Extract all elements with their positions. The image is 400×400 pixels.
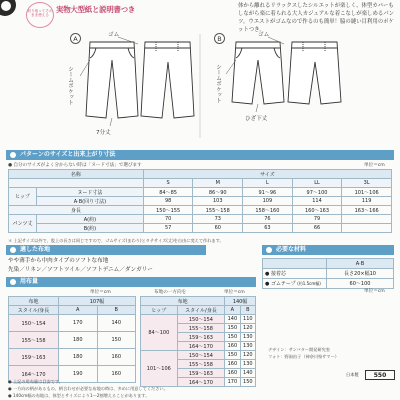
pants-a-front-icon — [86, 42, 138, 118]
pants-illustration-svg — [0, 30, 400, 150]
section-dot-icon — [266, 247, 272, 253]
size-m: M — [193, 179, 243, 188]
header-strip — [0, 0, 400, 32]
size-section-title: パターンのサイズと出来上がり寸法 — [20, 151, 116, 158]
table-cell: 158〜160 — [243, 206, 293, 215]
table-cell: 60 — [193, 224, 243, 233]
illustration-area — [0, 30, 400, 150]
req-right-col-b: B — [240, 306, 255, 315]
pants-b-front-icon — [232, 42, 284, 104]
table-cell: 70 — [143, 215, 193, 224]
a-elastic-label: ゴム — [108, 32, 120, 38]
materials-section-title: 必要な材料 — [276, 246, 307, 253]
size-note-top: ● 自分のサイズがよく分からない時は「ヌード寸法」で選びます — [8, 163, 142, 168]
table-cell: 110 — [240, 315, 255, 324]
table-cell: 109 — [243, 197, 293, 206]
size-unit: 単位＝cm — [364, 163, 385, 168]
table-cell: 101〜106 — [342, 188, 392, 197]
row-b: B(約) — [37, 224, 144, 233]
table-cell: 60〜100 — [327, 279, 394, 289]
req-right-col-a: A — [225, 306, 240, 315]
table-cell: 150 — [240, 378, 255, 387]
pants-a-back-icon — [141, 42, 194, 118]
row-hip: ヒップ — [9, 188, 37, 206]
table-cell: 159〜163 — [9, 349, 59, 366]
table-cell: 150〜154 — [177, 315, 225, 324]
materials-table — [262, 258, 394, 289]
table-cell: 150 — [225, 351, 240, 360]
row-a: A(約) — [37, 215, 144, 224]
tag-bubble: 切り取ってそのまま使える — [26, 2, 54, 28]
col-size: サイズ — [143, 170, 391, 179]
table-cell: 119 — [342, 197, 392, 206]
table-cell: 120 — [240, 324, 255, 333]
req-right-fabric: 布地 — [141, 297, 225, 306]
table-cell: 130 — [240, 342, 255, 351]
table-cell: 160 — [225, 342, 240, 351]
table-cell — [342, 224, 392, 233]
table-cell: 98 — [143, 197, 193, 206]
requirement-table-107: 布地 107幅 スタイル/身長 A B 150〜154 170 140 155〜158 180 150 159〜163 180 160 164〜170 190 160 — [8, 296, 136, 383]
table-cell: 103 — [193, 197, 243, 206]
table-cell: 150 — [225, 324, 240, 333]
table-cell: 170 — [59, 315, 98, 332]
size-l: L — [243, 179, 293, 188]
table-cell: 180 — [59, 349, 98, 366]
req-left-col-a: A — [59, 306, 98, 315]
req-unit-right: 単位＝cm — [224, 290, 245, 295]
req-left-col-b: B — [97, 306, 136, 315]
table-cell: 155〜158 — [9, 332, 59, 349]
a-pocket-label: シームポケット — [67, 66, 73, 106]
intro-text: 体から離れるリラックスしたシルエットが楽しく、体型カバーもしながら楽に着られる大人カジュアルな着こなしが楽しめるパンツ。ウエストがゴムなので作るのも簡単！脇の縫い目利用のポケットつき。 — [238, 3, 395, 33]
table-cell: 170 — [225, 378, 240, 387]
footer-note-3: ● 140cm幅の布地は、体型とサイズにより1〜2割増えることがあります。 — [8, 393, 150, 398]
table-cell: 130 — [240, 360, 255, 369]
materials-row-1: ● 接着芯 — [263, 269, 327, 279]
table-cell: 160 — [97, 366, 136, 383]
req-unit-left: 単位＝cm — [90, 290, 111, 295]
table-cell: 120 — [240, 351, 255, 360]
size-section-header — [6, 150, 394, 160]
req-right-style: スタイル — [185, 307, 205, 314]
table-cell: 73 — [193, 215, 243, 224]
pants-b-back-icon — [288, 42, 341, 104]
tagline-box — [26, 2, 136, 28]
product-prefix: 日本製 — [346, 372, 359, 377]
credit-design: デザイン：サンバター開発研究室 — [268, 347, 331, 352]
fabric-section-header — [6, 245, 206, 255]
table-cell: 63 — [243, 224, 293, 233]
req-left-fabric: 布地 — [9, 297, 59, 306]
row-height: 身長 — [9, 206, 144, 215]
table-cell: 155〜158 — [177, 324, 225, 333]
req-right-height: 身長 — [206, 307, 217, 314]
table-cell: 91〜96 — [243, 188, 293, 197]
table-cell: 97〜100 — [292, 188, 342, 197]
table-cell: 86〜90 — [193, 188, 243, 197]
table-cell: 140 — [97, 315, 136, 332]
table-cell: 155〜158 — [177, 360, 225, 369]
fabric-line-1: やや薄手から中肉タイプのソフトな布地 — [8, 258, 109, 264]
fabric-section-title: 適した布地 — [20, 246, 51, 253]
table-cell: 160 — [97, 349, 136, 366]
table-cell: 150〜154 — [9, 315, 59, 332]
table-cell: 164〜170 — [9, 366, 59, 383]
materials-unit: 単位＝cm — [364, 289, 385, 294]
product-code: 550 — [365, 370, 395, 380]
table-cell: 130 — [240, 333, 255, 342]
table-cell: 164〜170 — [177, 378, 225, 387]
b-elastic-label: ゴム — [258, 32, 270, 38]
a-length-label: 7分丈 — [96, 130, 111, 136]
credit-photo: フォト：野潟由子（神奈川県サマー） — [268, 354, 339, 359]
fabric-line-2: 先染／リネン／ソフトツイル／ソフトデニム／ダンガリー — [8, 267, 153, 273]
table-cell: 114 — [292, 197, 342, 206]
footer-notes — [8, 378, 258, 399]
style-a-label: A — [70, 33, 81, 44]
requirement-section-header — [6, 277, 256, 287]
requirement-section-title: 用布量 — [20, 278, 39, 285]
table-cell: 160〜163 — [292, 206, 342, 215]
section-dot-icon — [10, 279, 16, 285]
table-cell: 164〜170 — [177, 342, 225, 351]
table-cell: 150〜155 — [143, 206, 193, 215]
table-cell: 76 — [243, 215, 293, 224]
table-cell: 150 — [97, 332, 136, 349]
req-right-hip: ヒップ — [141, 306, 178, 315]
req-right-width: 140幅 — [225, 297, 256, 306]
table-cell: 84〜85 — [143, 188, 193, 197]
table-cell: 163〜166 — [342, 206, 392, 215]
materials-row-2: ● ゴムテープ (約1.5cm幅) — [263, 279, 327, 289]
req-left-style: スタイル — [17, 307, 38, 314]
size-3l: 3L — [342, 179, 392, 188]
materials-section-header — [262, 245, 394, 255]
table-cell: 190 — [59, 366, 98, 383]
b-pocket-label: シームポケット — [215, 64, 221, 104]
table-cell: 79 — [292, 215, 342, 224]
materials-col: A·B — [327, 259, 394, 269]
req-left-width: 107幅 — [59, 297, 136, 306]
row-pants: パンツ丈 — [9, 215, 37, 233]
row-nude: ヌード寸法 — [37, 188, 144, 197]
credits — [268, 346, 396, 360]
size-table — [8, 169, 392, 233]
req-left-height: 身長 — [39, 307, 50, 314]
table-cell: 150 — [225, 333, 240, 342]
table-cell: 57 — [143, 224, 193, 233]
size-s: S — [143, 179, 193, 188]
size-note-bottom: ＊ 上記サイズ以外で、股上の長さは同じですので、ゴムサイズ(まわり)とタテサイズ(丈)を自由に変えて作れます。 — [8, 238, 224, 243]
table-cell: 140 — [240, 369, 255, 378]
table-cell: 150〜154 — [177, 351, 225, 360]
section-dot-icon — [10, 152, 16, 158]
table-cell: 180 — [59, 332, 98, 349]
style-b-label: B — [214, 33, 225, 44]
col-name: 名称 — [9, 170, 144, 179]
requirement-table-140: 布地 140幅 ヒップ スタイル/身長 A B 84〜100 150〜154 140 110 155〜158 150 120 159〜163 150 130 164〜170 160 130 101〜106 150〜154 150 120 155〜158 160 130 159〜163 160 140 164〜170 170 150 — [140, 296, 256, 387]
table-cell: 140 — [225, 315, 240, 324]
table-cell: 66 — [292, 224, 342, 233]
table-cell: 155〜158 — [193, 206, 243, 215]
req-note-mid: 布地の一方向を — [154, 290, 187, 295]
corner-badge-icon — [0, 0, 16, 16]
table-cell — [342, 215, 392, 224]
footer-note-1: ● 上記の用布量は目安です。 — [8, 379, 63, 384]
footer-note-2: ● 一方向の柄があるもの、柄合わせが必要な布地の時は、多めに用意してください。 — [8, 386, 168, 391]
table-cell: 160 — [225, 360, 240, 369]
tagline: 実物大型紙と説明書つき — [56, 5, 136, 14]
table-cell: 84〜100 — [141, 315, 178, 351]
table-cell: 159〜163 — [177, 333, 225, 342]
table-cell: 160 — [225, 369, 240, 378]
table-cell: 159〜163 — [177, 369, 225, 378]
b-length-label: ひざ下丈 — [245, 116, 268, 122]
row-finished-hip: A·B(回り寸法) — [37, 197, 144, 206]
size-ll: LL — [292, 179, 342, 188]
section-dot-icon — [10, 247, 16, 253]
table-cell: 101〜106 — [141, 351, 178, 387]
table-cell: 長さ20×幅10 — [327, 269, 394, 279]
